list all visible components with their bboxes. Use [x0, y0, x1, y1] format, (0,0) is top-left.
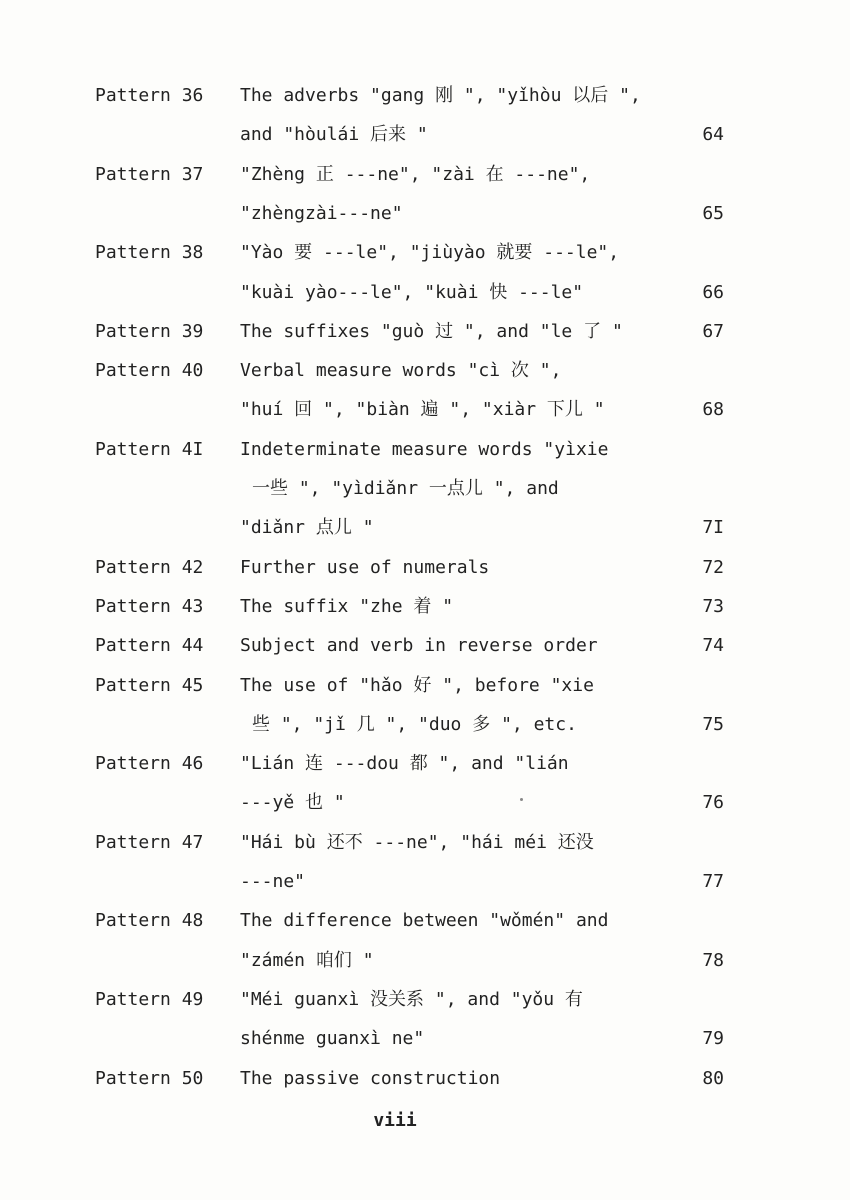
pattern-description: ---yě 也 ": [240, 792, 345, 814]
pattern-description: 些 ", "jǐ 几 ", "duo 多 ", etc.: [252, 713, 577, 735]
toc-entry: [0, 553, 850, 583]
toc-entry: [0, 749, 850, 779]
pattern-description: The adverbs "gang 刚 ", "yǐhòu 以后 ",: [240, 85, 641, 106]
toc-entry-continuation: [0, 199, 850, 229]
toc-entry-continuation: [0, 946, 850, 976]
pattern-label: Pattern 47: [95, 831, 204, 853]
page-ref: 73: [702, 595, 724, 617]
page-ref: 80: [702, 1067, 724, 1089]
toc-entry: [0, 356, 850, 386]
page-ref: 76: [702, 792, 724, 814]
toc-entry: [0, 592, 850, 622]
pattern-label: Pattern 38: [95, 242, 204, 264]
toc-entry-continuation: [0, 513, 850, 543]
toc-entry: [0, 317, 850, 347]
toc-entry-continuation: [0, 1024, 850, 1054]
page-ref: 78: [702, 949, 724, 971]
pattern-description: The difference between "wǒmén" and: [240, 910, 609, 932]
toc-entry-continuation: [0, 395, 850, 425]
page-ref: 67: [702, 320, 724, 342]
pattern-description: "Lián 连 ---dou 都 ", and "lián: [240, 753, 569, 775]
pattern-label: Pattern 39: [95, 320, 204, 342]
paper-speck: [520, 798, 523, 801]
pattern-description: The use of "hǎo 好 ", before "xie: [240, 674, 594, 696]
page-ref: 75: [702, 713, 724, 735]
pattern-description: "Méi guanxì 没关系 ", and "yǒu 有: [240, 988, 583, 1010]
toc-entry-continuation: [0, 120, 850, 150]
pattern-description: Subject and verb in reverse order: [240, 635, 598, 657]
pattern-description: "zhèngzài---ne": [240, 202, 403, 224]
page-ref: 74: [702, 635, 724, 657]
pattern-label: Pattern 43: [95, 595, 204, 617]
toc-entry: [0, 828, 850, 858]
page-ref: 72: [702, 556, 724, 578]
pattern-description: ---ne": [240, 871, 306, 892]
pattern-label: Pattern 48: [95, 910, 204, 932]
page-number: viii: [373, 1110, 417, 1131]
page-ref: 77: [702, 871, 724, 892]
pattern-description: "huí 回 ", "biàn 遍 ", "xiàr 下儿 ": [240, 399, 605, 421]
pattern-description: "zámén 咱们 ": [240, 949, 374, 971]
page-ref: 79: [702, 1028, 724, 1050]
page-ref: 64: [702, 124, 724, 146]
pattern-description: The passive construction: [240, 1067, 501, 1089]
pattern-description: Verbal measure words "cì 次 ",: [240, 360, 562, 382]
page-ref: 68: [702, 399, 724, 421]
toc-entry: [0, 985, 850, 1015]
page-ref: 65: [702, 202, 724, 224]
toc-entry: [0, 81, 850, 111]
toc-entry: [0, 671, 850, 701]
toc-entry: [0, 1064, 850, 1094]
toc-entry-continuation: [0, 710, 850, 740]
pattern-description: and "hòulái 后来 ": [240, 124, 428, 146]
pattern-description: Indeterminate measure words "yìxie: [240, 438, 609, 460]
pattern-description: 一些 ", "yìdiǎnr 一点儿 ", and: [252, 478, 559, 499]
toc-entry: [0, 160, 850, 190]
pattern-description: shénme guanxì ne": [240, 1028, 425, 1050]
page-ref: 7I: [702, 517, 724, 539]
pattern-label: Pattern 40: [95, 360, 204, 382]
pattern-description: "diǎnr 点儿 ": [240, 517, 374, 539]
toc-entry-continuation: [0, 788, 850, 818]
toc-entry-continuation: [0, 474, 850, 504]
pattern-label: Pattern 44: [95, 635, 204, 657]
toc-entry: [0, 906, 850, 936]
pattern-description: "Hái bù 还不 ---ne", "hái méi 还没: [240, 831, 594, 853]
pattern-description: "Zhèng 正 ---ne", "zài 在 ---ne",: [240, 163, 591, 185]
pattern-description: The suffixes "guò 过 ", and "le 了 ": [240, 320, 623, 342]
pattern-label: Pattern 37: [95, 163, 204, 185]
pattern-label: Pattern 50: [95, 1067, 204, 1089]
page-footer: [0, 1106, 850, 1136]
page-ref: 66: [702, 281, 724, 303]
pattern-label: Pattern 45: [95, 674, 204, 696]
pattern-description: "Yào 要 ---le", "jiùyào 就要 ---le",: [240, 242, 620, 264]
pattern-label: Pattern 46: [95, 753, 204, 775]
pattern-description: The suffix "zhe 着 ": [240, 595, 454, 617]
toc-entry-continuation: [0, 867, 850, 897]
pattern-description: "kuài yào---le", "kuài 快 ---le": [240, 281, 584, 303]
toc-entry: [0, 238, 850, 268]
pattern-label: Pattern 4I: [95, 438, 204, 460]
toc-entry-continuation: [0, 278, 850, 308]
toc-entry: [0, 631, 850, 661]
toc-entry: [0, 435, 850, 465]
pattern-description: Further use of numerals: [240, 556, 490, 578]
pattern-label: Pattern 49: [95, 988, 204, 1010]
pattern-label: Pattern 42: [95, 556, 204, 578]
pattern-label: Pattern 36: [95, 85, 204, 106]
